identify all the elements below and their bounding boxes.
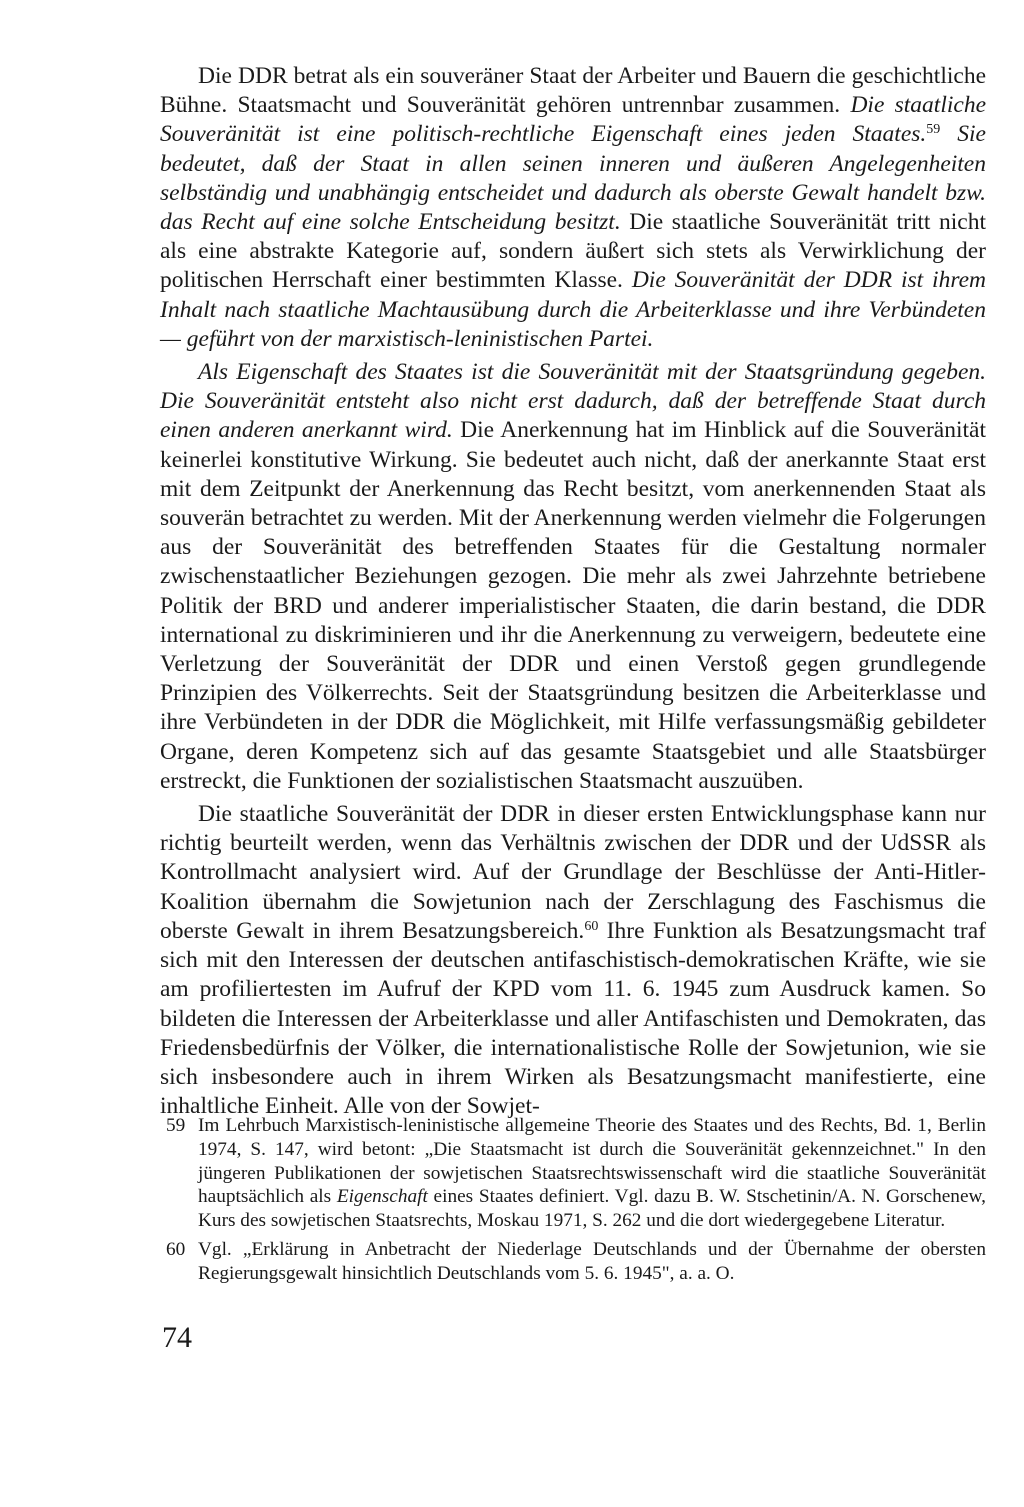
footnote bbox=[166, 1114, 986, 1233]
text-run: Ihre Funktion als Besatzungsmacht traf sich mit den Interessen der deutschen antifaschistisch-demokratischen Kräfte, wie sie am profiliertesten im Aufruf der KPD vom 11. 6. 1945 zum Ausdruck kamen. So bildeten die Interessen der Arbeiterklasse und aller Antifaschisten und Demokraten, das Friedensbedürfnis der Völker, die internationalistische Rolle der Sowjetunion, wie sie sich insbesondere auch in ihrem Wirken als Besatzungsmacht manifestierte, eine inhaltliche Einheit. Alle von der Sowjet- bbox=[160, 917, 986, 1120]
footnote-number: 60 bbox=[166, 1238, 186, 1260]
footnotes-section bbox=[166, 1114, 986, 1291]
footnote-text bbox=[198, 1114, 986, 1233]
paragraph bbox=[160, 62, 986, 354]
footnote-reference: 60 bbox=[584, 918, 599, 934]
emphasized-text: Sie bedeutet, daß der Staat in allen seinen inneren und äußeren Angelegenheiten selbständig und unabhängig entscheidet und dadurch als oberste Gewalt handelt bzw. das Recht auf eine solche Entscheidung besitzt. bbox=[160, 121, 986, 236]
text-run: Die DDR betrat als ein souveräner Staat der Arbeiter und Bauern die geschichtliche Bühne. Staatsmacht und Souveränität gehören untrennbar zusammen. bbox=[160, 63, 986, 119]
text-run: Die staatliche Souveränität tritt nicht als eine abstrakte Kategorie auf, sondern äußert sich stets als Verwirklichung der politischen Herrschaft einer bestimmten Klasse. bbox=[160, 209, 986, 294]
footnote-number: 59 bbox=[166, 1115, 186, 1136]
paragraph bbox=[160, 358, 986, 796]
text-run: Die Anerkennung hat im Hinblick auf die Souveränität keinerlei konstitutive Wirkung. Sie bedeutet auch nicht, daß der anerkannte Staat erst mit dem Zeitpunkt der Anerkennung das Recht besitzt, vom anerkennenden Staat als souverän betrachtet zu werden. Mit der Anerkennung werden vielmehr die Folgerungen aus der Souveränität des betreffenden Staates für die Gestaltung normaler zwischenstaatlicher Beziehungen gezogen. Die mehr als zwei Jahrzehnte betriebene Politik der BRD und anderer imperialistischer Staaten, die darin bestand, die DDR international zu diskriminieren und ihr die Anerkennung zu verweigern, bedeutete eine Verletzung der Souveränität der DDR und einen Verstoß gegen grundlegende Prinzipien des Völkerrechts. Seit der Staatsgründung besitzen die Arbeiterklasse und ihre Verbündeten in der DDR die Möglichkeit, mit Hilfe verfassungsmäßig gebildeter Organe, deren Kompetenz sich auf das gesamte Staatsgebiet und alle Staatsbürger erstreckt, die Funktionen der sozialistischen Staatsmacht auszuüben. bbox=[160, 417, 986, 794]
text-run: eines Staates definiert. Vgl. dazu B. W. Stschetinin/A. N. Gorschenew, Kurs des sowjetischen Staatsrechts, Moskau 1971, S. 262 und die dort wiedergegebene Literatur. bbox=[198, 1186, 986, 1232]
text-run: Im Lehrbuch Marxistisch-leninistische allgemeine Theorie des Staates und des Rechts, Bd. 1, Berlin 1974, S. 147, wird betont: „Die Staatsmacht ist durch die Souveränität gekennzeichnet." In den jüngeren Publikationen der sowjetischen Staatsrechtswissenschaft wird die staatliche Souveränität hauptsächlich als bbox=[198, 1115, 986, 1208]
emphasized-text: Die Souveränität der DDR ist ihrem Inhalt nach staatliche Machtausübung durch die Arbeiterklasse und ihre Verbündeten — geführt von der marxistisch-leninistischen Partei. bbox=[160, 267, 986, 352]
page-number: 74 bbox=[162, 1321, 192, 1354]
emphasized-text: Als Eigenschaft des Staates ist die Souveränität mit der Staatsgründung gegeben. Die Souveränität entsteht also nicht erst dadurch, daß der betreffende Staat durch einen anderen anerkannt wird. bbox=[160, 359, 986, 444]
footnote-text bbox=[198, 1238, 986, 1286]
footnote bbox=[166, 1238, 986, 1286]
text-run: Die staatliche Souveränität der DDR in dieser ersten Entwicklungsphase kann nur richtig beurteilt werden, wenn das Verhältnis zwischen der DDR und der UdSSR als Kontrollmacht analysiert wird. Auf der Grundlage der Beschlüsse der Anti-Hitler-Koalition übernahm die Sowjetunion nach der Zerschlagung des Faschismus die oberste Gewalt in ihrem Besatzungsbereich. bbox=[160, 801, 986, 944]
paragraph bbox=[160, 800, 986, 1121]
footnote-reference: 59 bbox=[926, 122, 941, 138]
text-run: Vgl. „Erklärung in Anbetracht der Niederlage Deutschlands und der Übernahme der obersten Regierungsgewalt hinsichtlich Deutschlands vom 5. 6. 1945", a. a. O. bbox=[198, 1238, 986, 1284]
emphasized-text: Eigenschaft bbox=[336, 1186, 428, 1208]
emphasized-text: Die staatliche Souveränität ist eine politisch-rechtliche Eigenschaft eines jeden Staates. bbox=[160, 92, 986, 148]
main-text bbox=[160, 62, 986, 1121]
